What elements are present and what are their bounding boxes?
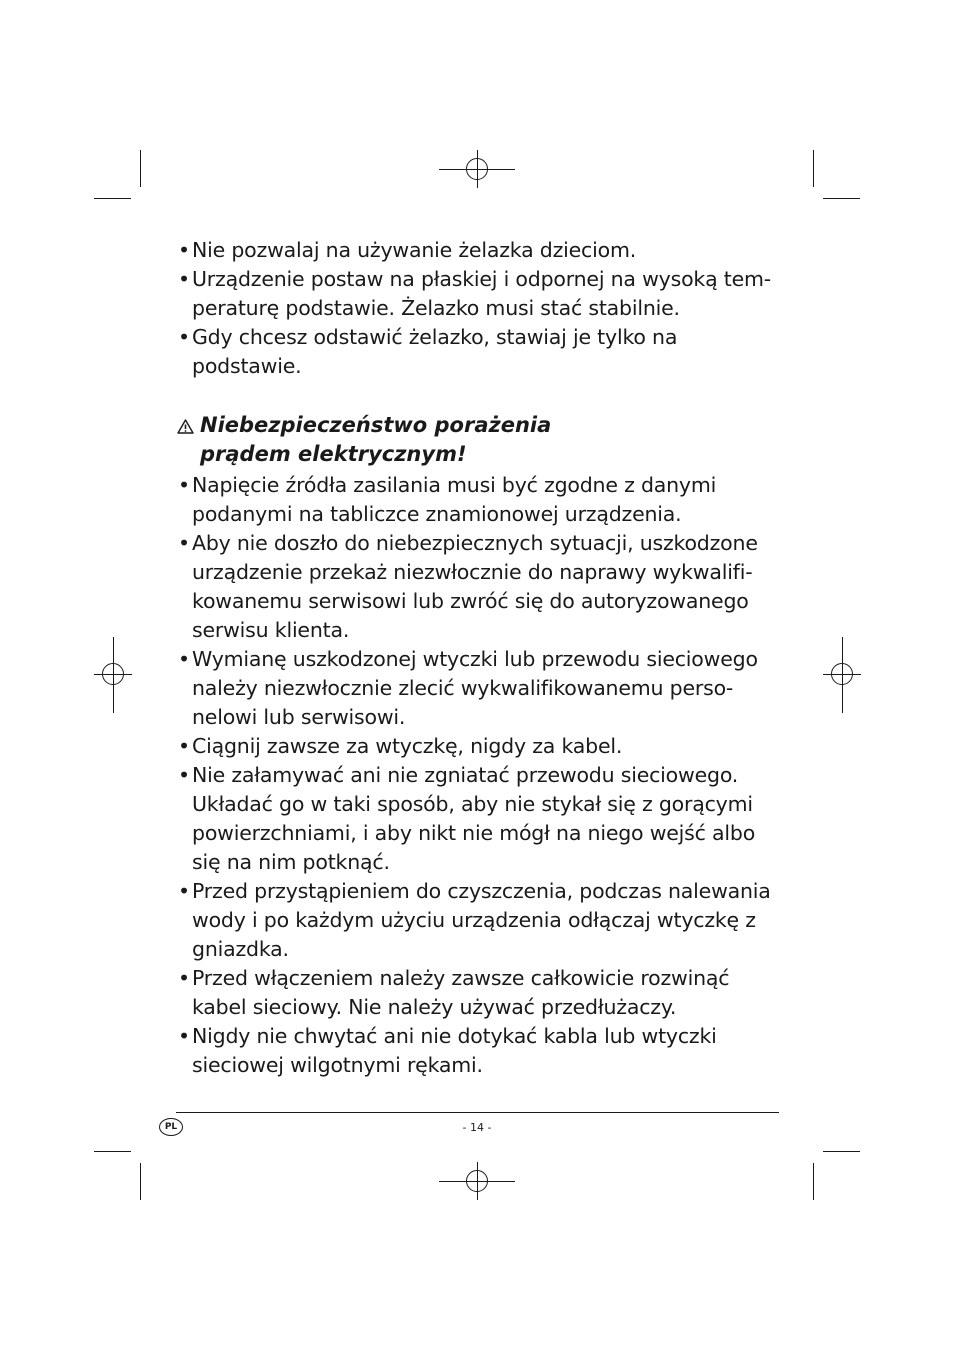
page-content — [176, 236, 786, 1080]
registration-target-icon — [831, 663, 853, 685]
heading-text: Niebezpieczeństwo porażenia prądem elektrycznym! — [200, 413, 552, 466]
list-item: • Przed przystąpieniem do czyszczenia, podczas nalewania wody i po każdym użyciu urządzenia odłączaj wtyczkę z gniazdka. — [178, 879, 771, 961]
footer-divider — [176, 1112, 779, 1113]
list-item: • Ciągnij zawsze za wtyczkę, nigdy za kabel. — [176, 732, 786, 761]
registration-target-icon — [102, 663, 124, 685]
crop-mark — [140, 1163, 141, 1200]
bullet: • — [178, 763, 190, 787]
crop-mark — [813, 1163, 814, 1200]
list-item: • Gdy chcesz odstawić żelazko, stawiaj je tylko na podstawie. — [178, 325, 678, 378]
list-item: • Aby nie doszło do niebezpiecznych sytuacji, uszkodzone urządzenie przekaż niezwłocznie do naprawy wykwalifikowanemu serwisowi lub zwróć się do autoryzowanego serwisu klienta. — [178, 531, 758, 642]
list-item: • Urządzenie postaw na płaskiej i odpornej na wysoką temperaturę podstawie. Żelazko musi stać stabilnie. — [178, 267, 772, 320]
crop-mark — [813, 150, 814, 187]
list-item: • Wymianę uszkodzonej wtyczki lub przewodu sieciowego należy niezwłocznie zlecić wykwalifikowanemu personelowi lub serwisowi. — [178, 647, 758, 729]
crop-mark — [94, 198, 131, 199]
bullet: • — [178, 325, 190, 349]
crop-mark — [94, 1151, 131, 1152]
list-item: • Przed włączeniem należy zawsze całkowicie rozwinąć kabel sieciowy. Nie należy używać przedłużaczy. — [178, 966, 730, 1019]
bullet: • — [178, 531, 190, 555]
list-item: • Nie pozwalaj na używanie żelazka dzieciom. — [176, 236, 786, 265]
bullet: • — [178, 473, 190, 497]
list-item: • Nigdy nie chwytać ani nie dotykać kabla lub wtyczki sieciowej wilgotnymi rękami. — [178, 1024, 717, 1077]
bullet: • — [178, 1024, 190, 1048]
list-item: • Napięcie źródła zasilania musi być zgodne z danymi podanymi na tabliczce znamionowej urządzenia. — [178, 473, 717, 526]
crop-mark — [140, 150, 141, 187]
crop-mark — [823, 1151, 860, 1152]
section-heading — [176, 411, 786, 469]
bullet: • — [178, 734, 190, 758]
bullet: • — [178, 966, 190, 990]
bullet: • — [178, 267, 190, 291]
page-number: - 14 - — [462, 1121, 492, 1134]
bullet: • — [178, 238, 190, 262]
language-badge: PL — [159, 1118, 183, 1136]
electric-shock-list — [176, 471, 786, 1080]
list-item: • Nie załamywać ani nie zgniatać przewodu sieciowego. Układać go w taki sposób, aby nie stykał się z gorącymi powierzchniami, i aby nikt nie mógł na niego wejść albo się na nim potknąć. — [178, 763, 756, 874]
bullet: • — [178, 879, 190, 903]
warning-triangle-icon — [177, 419, 194, 434]
registration-target-icon — [466, 1170, 488, 1192]
crop-mark — [823, 198, 860, 199]
registration-target-icon — [466, 158, 488, 180]
safety-list — [176, 236, 786, 381]
bullet: • — [178, 647, 190, 671]
